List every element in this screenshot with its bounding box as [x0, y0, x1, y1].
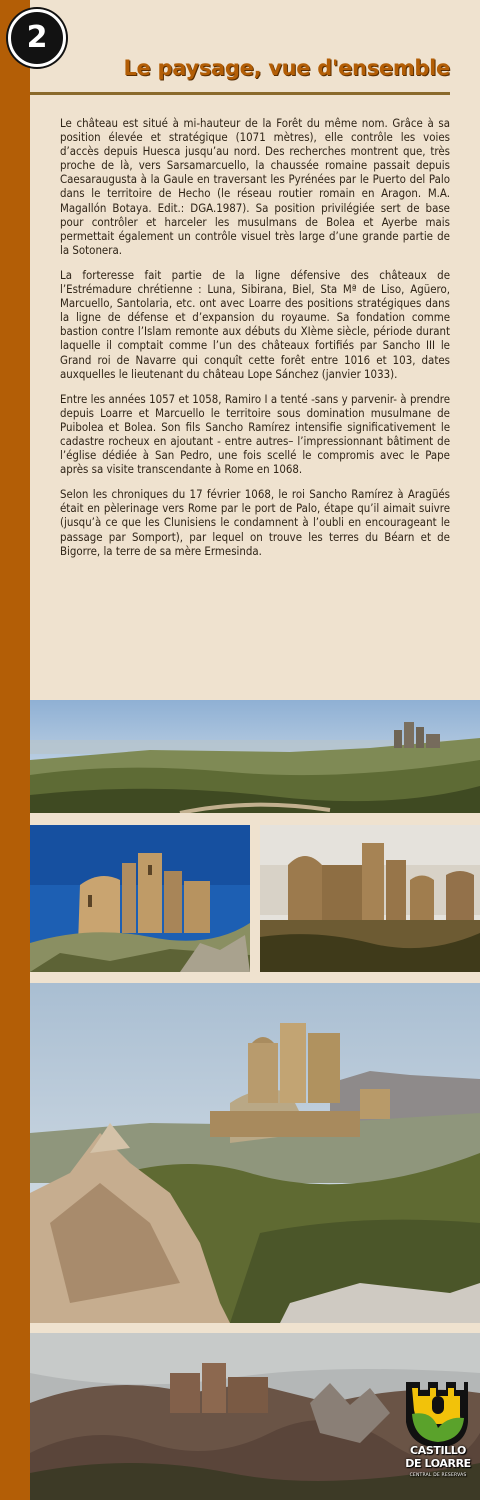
- article-body: [60, 116, 450, 569]
- castillo-de-loarre-logo: [402, 1380, 474, 1492]
- logo-text-de-loarre: DE LOARRE: [405, 1457, 471, 1470]
- title-divider: [30, 92, 450, 95]
- left-accent-band: [0, 0, 30, 1500]
- paragraph-1: Le château est situé à mi-hauteur de la Forêt du même nom. Grâce à sa position élevée et stratégique (1071 mètres), elle contrôle les voies d’accès depuis Huesca jusqu’au nord. Des recherches montrent que, très proche de là, vers Sarsamarcuello, la chaussée romaine passait depuis Caesaraugusta à la Gaule en traversant les Pyrénées par le Puerto del Palo dans le territoire de Hecho (le réseau routier romain en Aragon. M.A. Magallón Botaya. Edit.: DGA.1987). Sa position privilégiée sert de base pour contrôler et harceler les musulmans de Bolea et Ayerbe mais permettait également un contrôle visuel très large d’une grande partie de la Sotonera.: [60, 116, 450, 257]
- paragraph-4: Selon les chroniques du 17 février 1068, le roi Sancho Ramírez à Aragüés était en pèlerinage vers Rome par le port de Palo, étape qu’il aimait suivre (jusqu’à ce que les Clunisiens le condamnent à l’oubli en encourageant le passage par Somport), par lequel on trouve les terres du Béarn et de Bigorre, la terre de sa mère Ermesinda.: [60, 487, 450, 558]
- castle-rocks-photo: [30, 983, 480, 1323]
- paragraph-2: La forteresse fait partie de la ligne défensive des châteaux de l’Estrémadure chrétienne : Luna, Sibirana, Biel, Sta Mª de Liso, Agüero, Marcuello, Santolaria, etc. ont avec Loarre des positions stratégiques dans la ligne de défense et d’expansion du royaume. Sa fondation comme bastion contre l’Islam remonte aux débuts du XIème siècle, période durant laquelle il comptait comme l’un des châteaux fortifiés par Sancho III le Grand roi de Navarre qui conquît cette forêt entre 1016 et 103, dates auxquelles le lieutenant du château Lope Sánchez (janvier 1033).: [60, 267, 450, 381]
- castle-front-photo: [260, 825, 480, 972]
- logo-text-castillo: CASTILLO: [410, 1444, 466, 1457]
- paragraph-3: Entre les années 1057 et 1058, Ramiro I a tenté -sans y parvenir- à prendre depuis Loarre et Marcuello le territoire sous domination musulmane de Puibolea et Bolea. Son fils Sancho Ramírez intensifie significativement le cadastre rocheux en ajoutant - entre autres– l’impressionnant bâtiment de l’église dédiée à San Pedro, une fois scellé le compromis avec le Pape après sa visite transcendante à Rome en 1068.: [60, 391, 450, 477]
- page-title: Le paysage, vue d'ensemble: [123, 56, 450, 80]
- castle-blue-sky-photo: [30, 825, 250, 972]
- panorama-photo: [30, 700, 480, 813]
- logo-tagline: CENTRAL DE RESERVAS: [409, 1473, 467, 1478]
- castle-tower-icon: [402, 1380, 474, 1450]
- section-number-badge: 2: [8, 9, 66, 67]
